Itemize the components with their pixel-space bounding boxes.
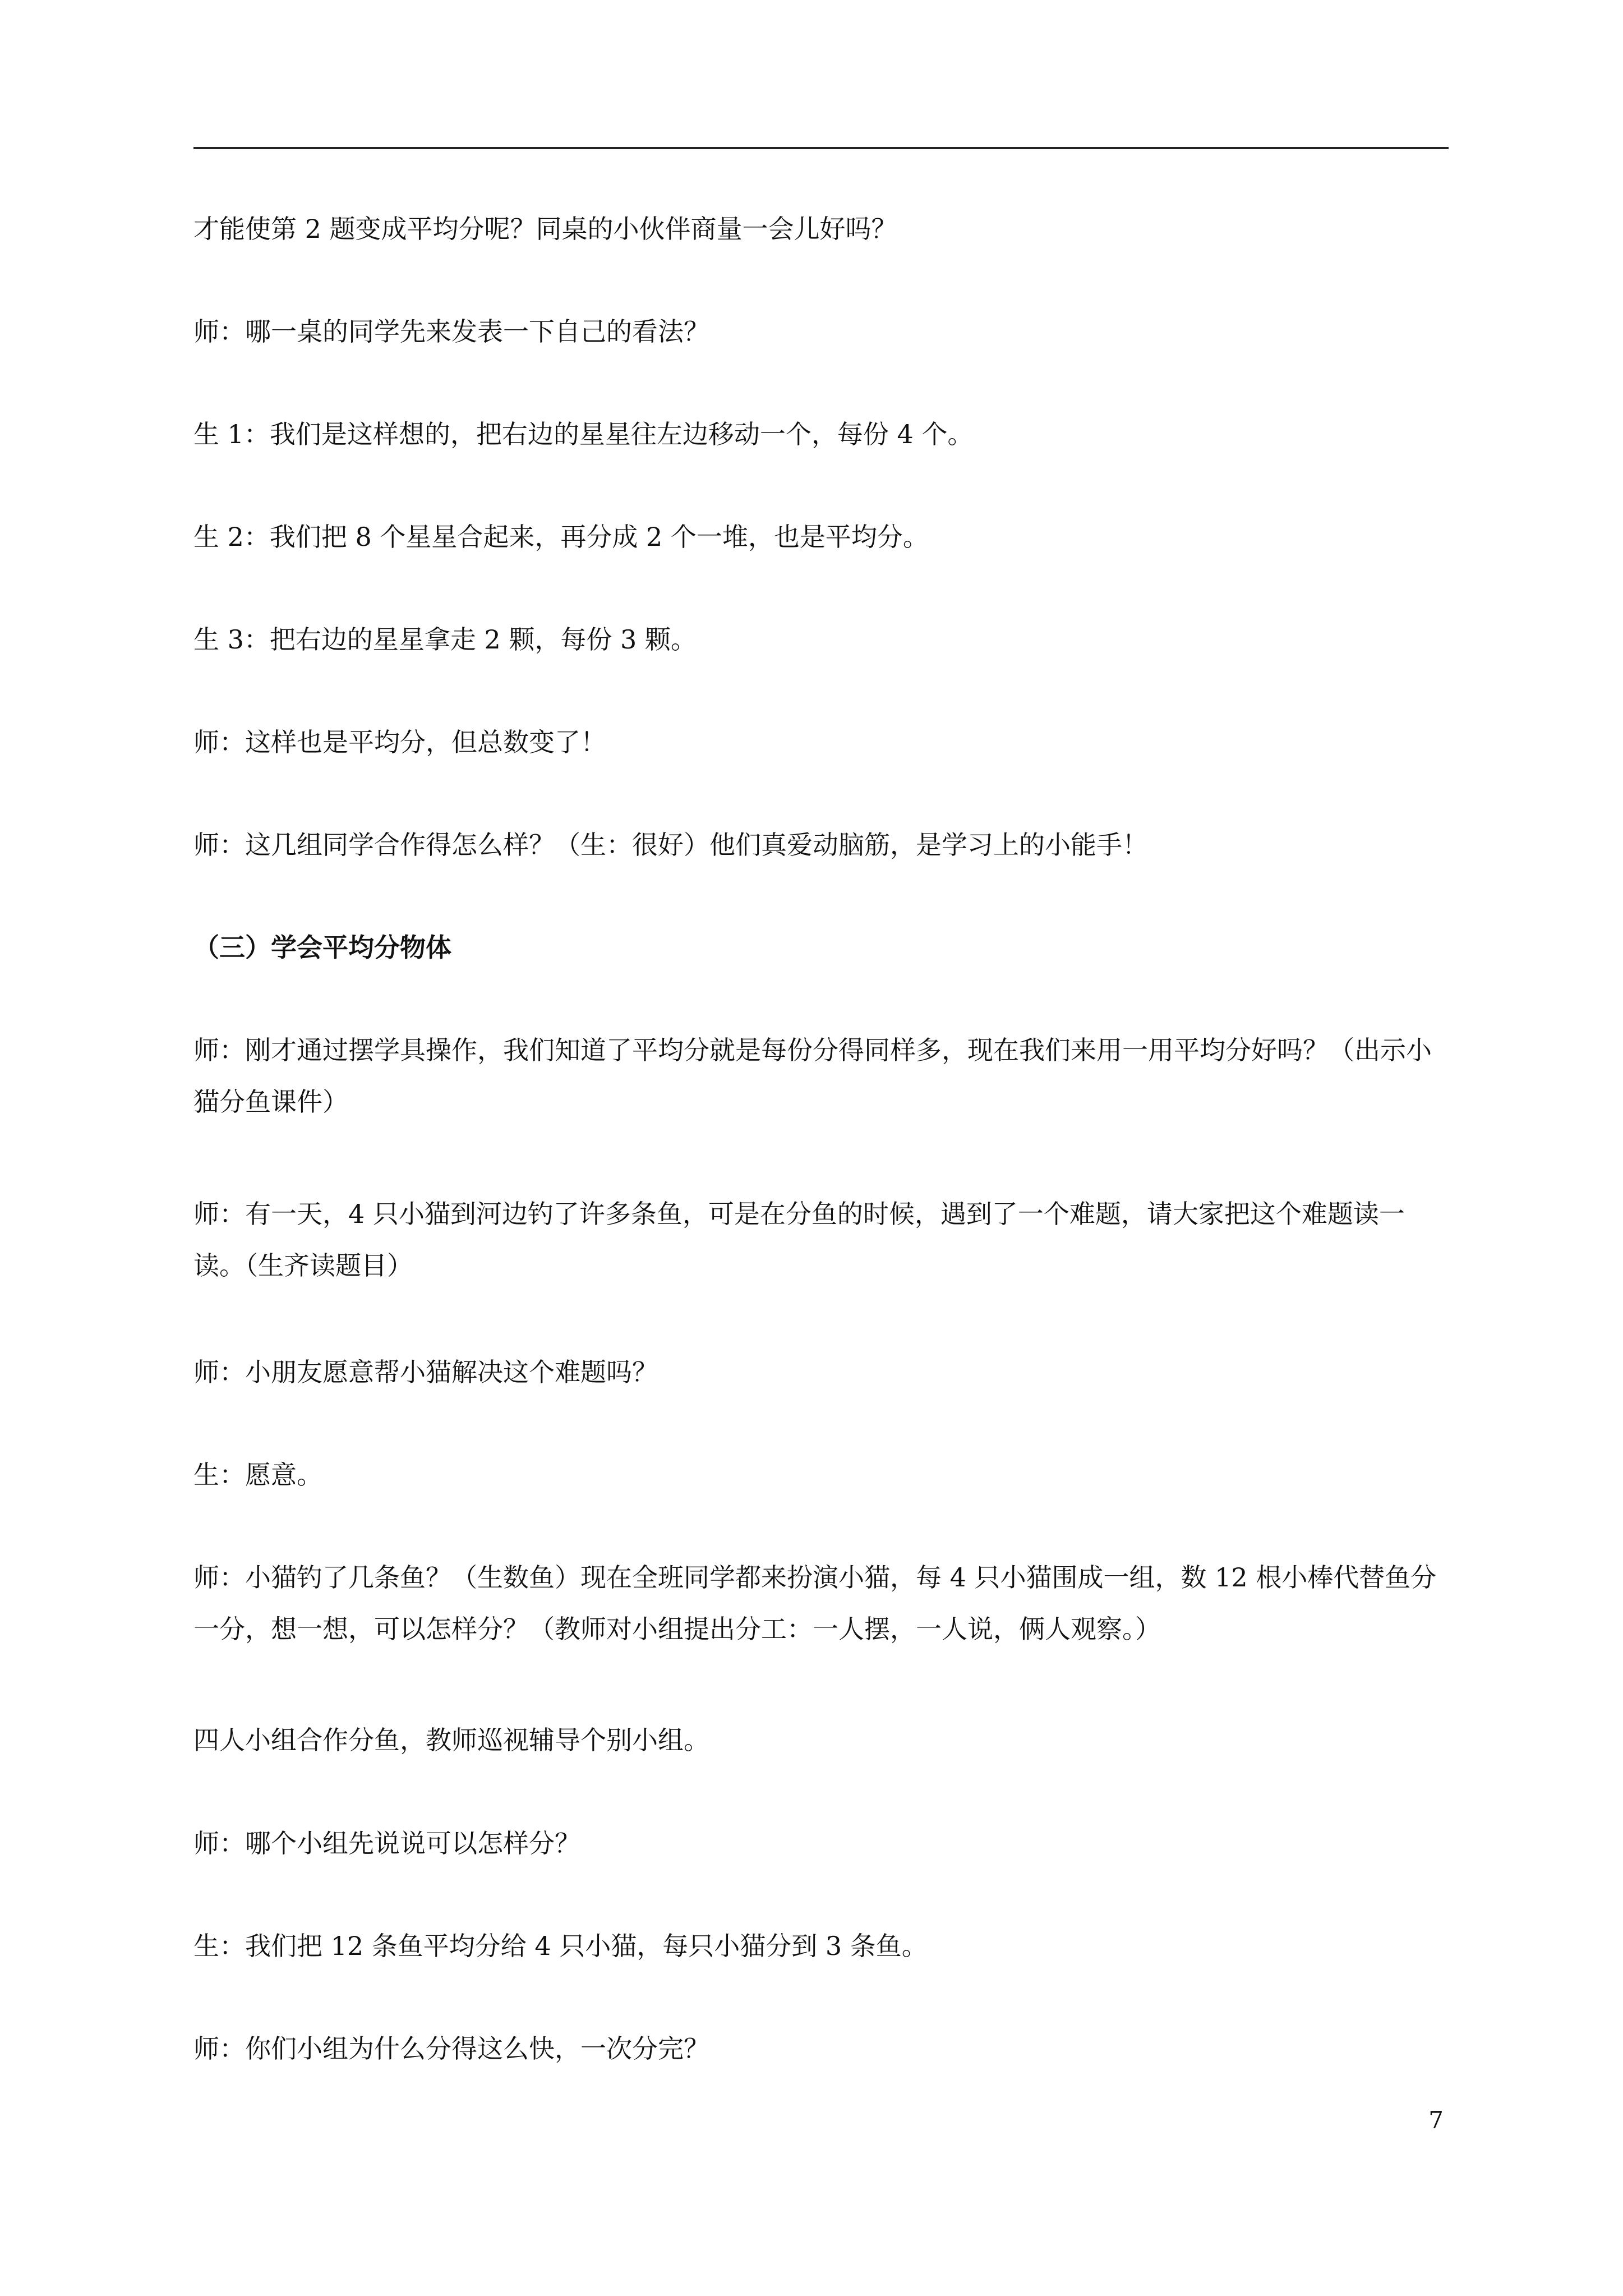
section-heading: （三）学会平均分物体 [193,932,451,963]
header-rule [193,147,1449,149]
paragraph: 师：小猫钓了几条鱼？（生数鱼）现在全班同学都来扮演小猫，每 4 只小猫围成一组，数 12 根小棒代替鱼分一分，想一想，可以怎样分？（教师对小组提出分工：一人摆，一人说，俩人观察。） [193,1562,1437,1644]
paragraph: 师：这几组同学合作得怎么样？（生：很好）他们真爱动脑筋，是学习上的小能手！ [193,830,1148,860]
paragraph: 师：哪一桌的同学先来发表一下自己的看法？ [193,316,709,347]
paragraph: 生 1：我们是这样想的，把右边的星星往左边移动一个，每份 4 个。 [193,419,974,449]
paragraph: 生：我们把 12 条鱼平均分给 4 只小猫，每只小猫分到 3 条鱼。 [193,1931,928,1961]
paragraph: 师：这样也是平均分，但总数变了！ [193,727,606,757]
paragraph: 师：有一天，4 只小猫到河边钓了许多条鱼，可是在分鱼的时候，遇到了一个难题，请大家把这个难题读一读。（生齐读题目） [193,1199,1405,1281]
page-number: 7 [1428,2106,1444,2134]
paragraph: 生：愿意。 [193,1460,322,1490]
paragraph: 生 2：我们把 8 个星星合起来，再分成 2 个一堆，也是平均分。 [193,522,929,552]
paragraph: 四人小组合作分鱼，教师巡视辅导个别小组。 [193,1725,709,1755]
paragraph: 生 3：把右边的星星拿走 2 颗，每份 3 颗。 [193,624,697,655]
paragraph: 师：哪个小组先说说可以怎样分？ [193,1828,580,1858]
paragraph: 才能使第 2 题变成平均分呢？同桌的小伙伴商量一会儿好吗？ [193,214,897,244]
paragraph: 师：你们小组为什么分得这么快，一次分完？ [193,2033,709,2064]
paragraph: 师：刚才通过摆学具操作，我们知道了平均分就是每份分得同样多，现在我们来用一用平均分好吗？（出示小猫分鱼课件） [193,1035,1432,1117]
paragraph: 师：小朋友愿意帮小猫解决这个难题吗？ [193,1357,658,1387]
